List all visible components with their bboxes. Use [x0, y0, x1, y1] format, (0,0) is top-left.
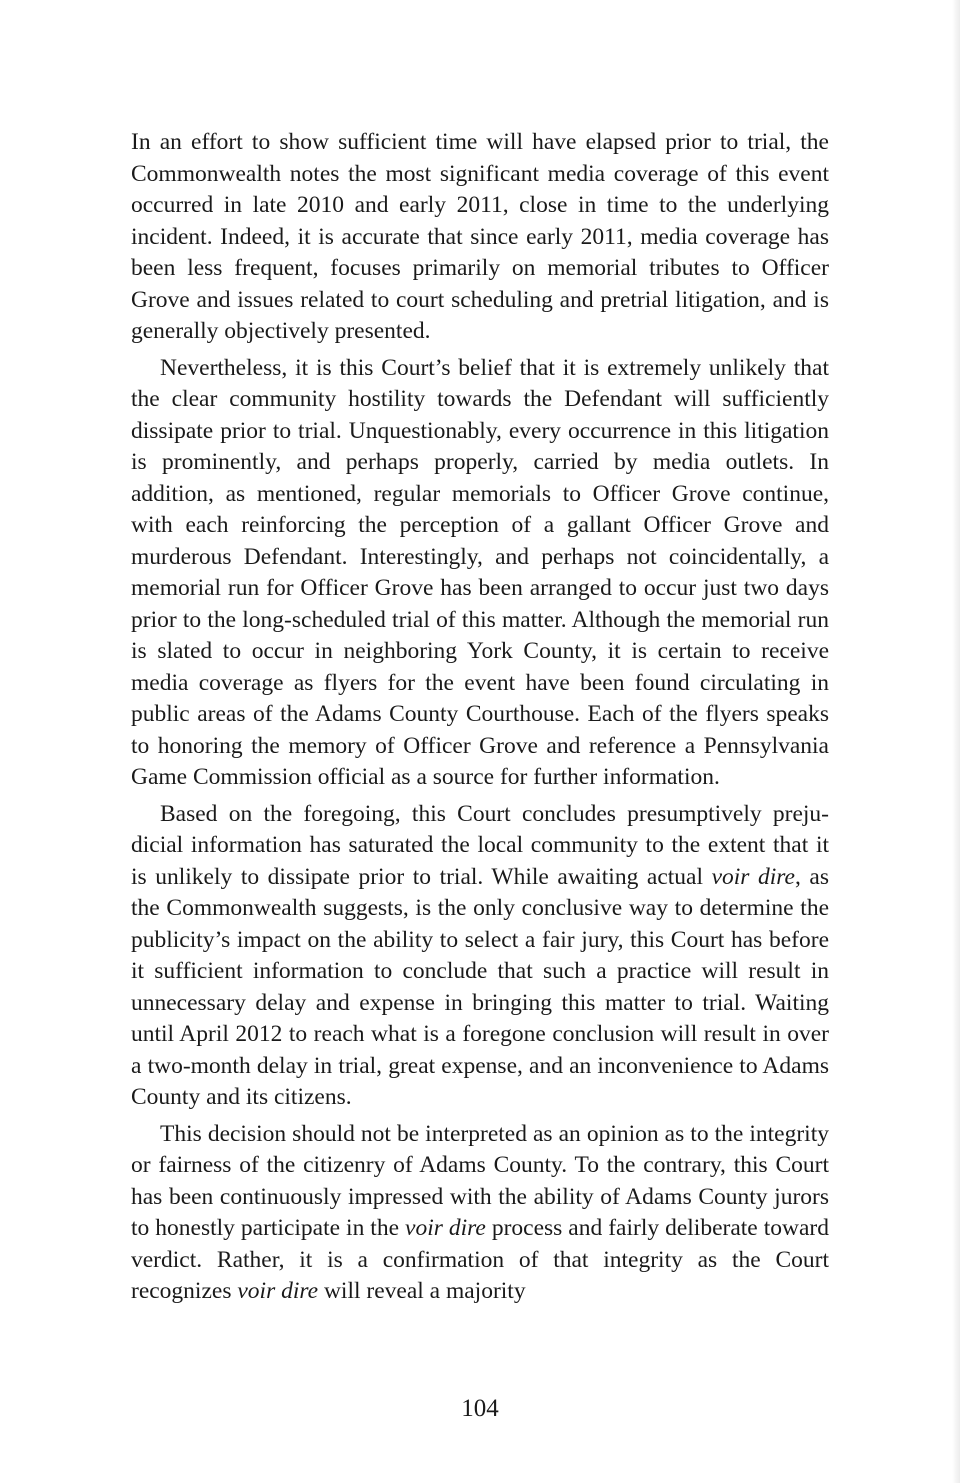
paragraph-4-italic-voir-dire-2: voir dire — [237, 1278, 319, 1304]
page-number: 104 — [461, 1395, 499, 1422]
paragraph-3-text-a: Based on the foregoing, this Court concludes presumptively prejudicial information has saturated the local community to the extent that it is unlikely to dissipate prior to trial. While awaiting actual — [131, 800, 829, 890]
paragraph-2-text: Nevertheless, it is this Court’s belief that it is extremely unlikely that the clear community hostility towards the Defendant will sufficiently dissipate prior to trial. Unquestionably, every occurrence in this litigation is prominently, and perhaps properly, carried by media outlets. In addition, as mentioned, regular memorials to Officer Grove continue, with each reinforcing the perception of a gallant Officer Grove and murderous Defendant. Interestingly, and perhaps not coincidentally, a memorial run for Officer Grove has been arranged to occur just two days prior to the long-scheduled trial of this matter. Although the memorial run is slated to occur in neighboring York County, it is certain to receive media coverage as flyers for the event have been found circulating in public areas of the Adams County Courthouse. Each of the flyers speaks to honoring the memory of Officer Grove and reference a Pennsylvania Game Commission official as a source for further information. — [131, 354, 829, 790]
paragraph-4 — [131, 1119, 829, 1308]
page-edge-shadow — [952, 0, 960, 1483]
paragraph-1-text: In an effort to show sufficient time will have elapsed prior to trial, the Commonwealth notes the most significant media coverage of this event occurred in late 2010 and early 2011, close in time to the underlying incident. Indeed, it is accurate that since early 2011, media coverage has been less frequent, focuses primarily on memorial tributes to Officer Grove and issues related to court scheduling and pretrial litigation, and is generally objectively presented. — [131, 129, 829, 344]
body-text — [131, 127, 829, 1313]
paragraph-4-italic-voir-dire-1: voir dire — [405, 1215, 486, 1241]
paragraph-4-text-b: process and fairly deliberate toward verdict. Rather, it is a confirmation of that integrity as the Court recognizes — [131, 1215, 829, 1304]
paragraph-3-text-b: , as the Commonwealth suggests, is the only conclusive way to determine the publicity’s impact on the ability to select a fair jury, this Court has before it sufficient information to conclude that such a practice will result in unnecessary delay and expense in bringing this matter to trial. Waiting until April 2012 to reach what is a foregone conclusion will result in over a two-month delay in trial, great expense, and an inconvenience to Adams County and its citizens. — [131, 863, 830, 1110]
paragraph-2 — [131, 353, 829, 794]
paragraph-3-italic-voir-dire: voir dire — [711, 863, 795, 890]
paragraph-3 — [131, 799, 829, 1114]
paragraph-1 — [131, 127, 829, 348]
paragraph-4-text-c: will reveal a majority — [318, 1278, 526, 1304]
paragraph-4-text-a: This decision should not be interpreted as an opinion as to the integrity or fairness of the citizenry of Adams County. To the contrary, this Court has been continuously impressed with the ability of Adams County jurors to honestly participate in the — [131, 1120, 829, 1241]
